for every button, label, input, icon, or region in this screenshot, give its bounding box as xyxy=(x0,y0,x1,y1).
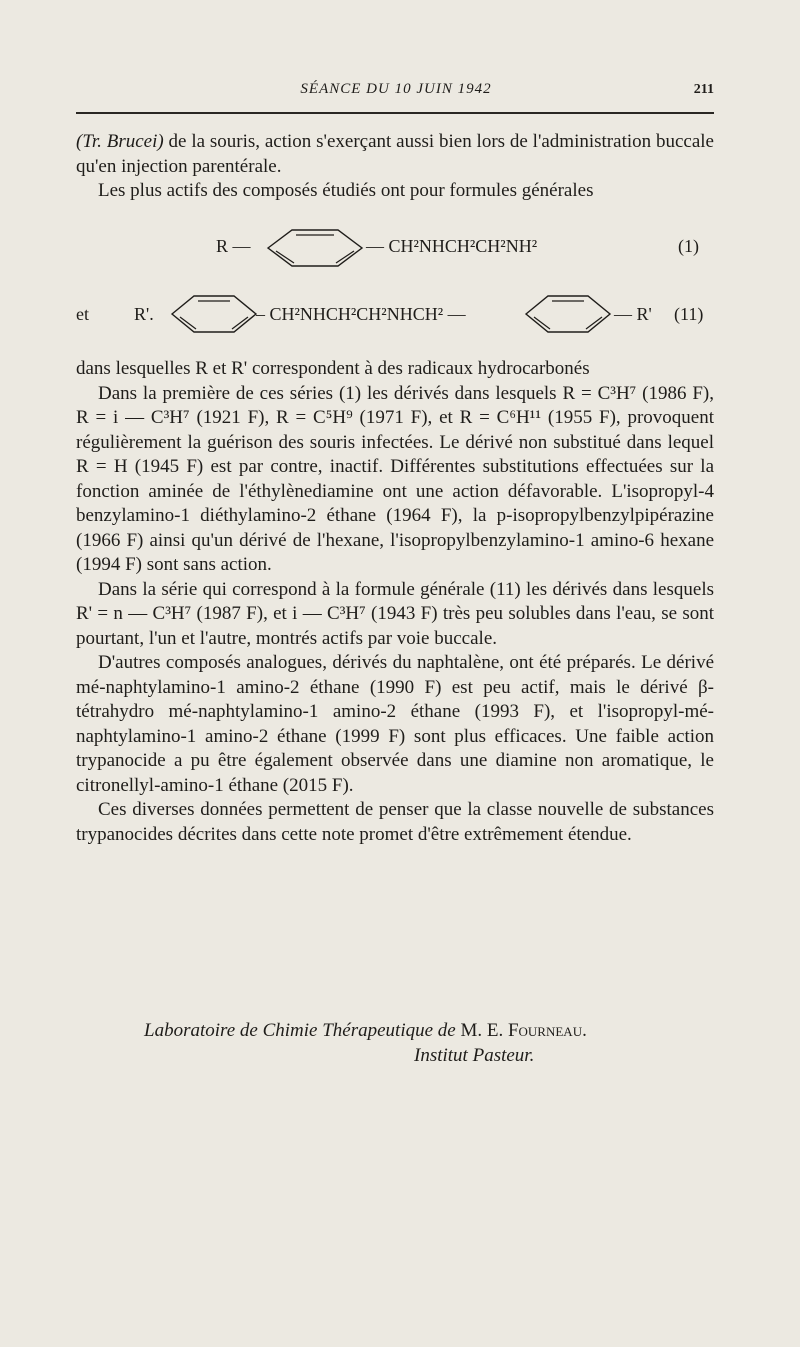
paragraph-series-2: Dans la série qui correspond à la formule générale (11) les dérivés dans lesquels R' = n — C³H⁷ (1987 F), et i — C³H⁷ (1943 F) très peu solubles dans l'eau, se sont pourtant, l'un et l'autre, montrés actifs par voie buccale. xyxy=(76,578,714,649)
signature-institute: Institut Pasteur. xyxy=(414,1045,535,1066)
formula-1-left: R — xyxy=(216,236,251,256)
formula-2-number: (11) xyxy=(674,304,704,324)
formula-1-number: (1) xyxy=(678,236,699,256)
formula-1 xyxy=(216,228,716,268)
intro-line-rest: de la souris, action s'exerçant aussi bien lors de l'administration buccale qu'en injection parentérale. xyxy=(76,131,714,177)
laboratory-name: Laboratoire de Chimie Thérapeutique de xyxy=(144,1020,456,1041)
formula-2-left: R'. xyxy=(134,304,154,324)
running-title: SÉANCE DU 10 JUIN 1942 xyxy=(300,81,492,97)
benzene-ring-icon xyxy=(170,294,258,334)
intro-text xyxy=(76,130,714,204)
formulas-intro: Les plus actifs des composés étudiés ont pour formules générales xyxy=(98,180,594,201)
paragraph-conclusion: Ces diverses données permettent de penser que la classe nouvelle de substances trypanocides décrites dans cette note promet d'être extrêmement étendue. xyxy=(76,799,714,845)
page-header xyxy=(76,78,716,102)
author-name: M. E. Fourneau. xyxy=(455,1020,587,1041)
formula-2-middle: – CH²NHCH²CH²NHCH² — xyxy=(256,304,466,324)
page-number: 211 xyxy=(693,82,714,97)
intro-paragraph xyxy=(76,130,714,179)
formula-2-right: — R' xyxy=(614,304,652,324)
signature-laboratory xyxy=(76,1018,714,1043)
formula-1-right: — CH²NHCH²CH²NH² xyxy=(366,236,538,256)
benzene-ring-icon xyxy=(524,294,612,334)
paragraph-series-1: Dans la première de ces séries (1) les dérivés dans lesquels R = C³H⁷ (1986 F), R = i — C³H⁷ (1921 F), R = C⁵H⁹ (1971 F), et R = C⁶H¹¹ (1955 F), provoquent régulièrement la guérison des souris infectées. Le dérivé non substitué dans lequel R = H (1945 F) est par contre, inactif. Différentes substitutions effectuées sur la fonction aminée de l'éthylènediamine ont une action défavorable. L'isopropyl-4 benzylamino-1 diéthylamino-2 éthane (1964 F), la p-isopropylbenzylpipérazine (1966 F) ainsi qu'un dérivé de l'hexane, l'isopropylbenzylamino-1 amino-6 hexane (1994 F) sont sans action. xyxy=(76,382,714,575)
benzene-ring-icon xyxy=(266,228,364,268)
species-name: (Tr. Brucei) xyxy=(76,131,164,152)
formula-2-conj: et xyxy=(76,304,89,324)
main-text xyxy=(76,357,714,847)
paragraph-naphthalene: D'autres composés analogues, dérivés du naphtalène, ont été préparés. Le dérivé mé-naphtylamino-1 amino-2 éthane (1990 F) est peu actif, mais le dérivé β-tétrahydro mé-naphtylamino-1 amino-2 éthane (1993 F), et l'isopropyl-mé-naphtylamino-1 amino-2 éthane (1999 F) sont plus efficaces. Une faible action trypanocide a pu être également observée dans une diamine non aromatique, le citronellyl-amino-1 éthane (2015 F). xyxy=(76,652,714,796)
header-rule xyxy=(76,112,714,114)
formula-2 xyxy=(76,292,716,336)
paragraph-radicals: dans lesquelles R et R' correspondent à des radicaux hydrocarbonés xyxy=(76,358,590,379)
signature xyxy=(76,1018,714,1068)
